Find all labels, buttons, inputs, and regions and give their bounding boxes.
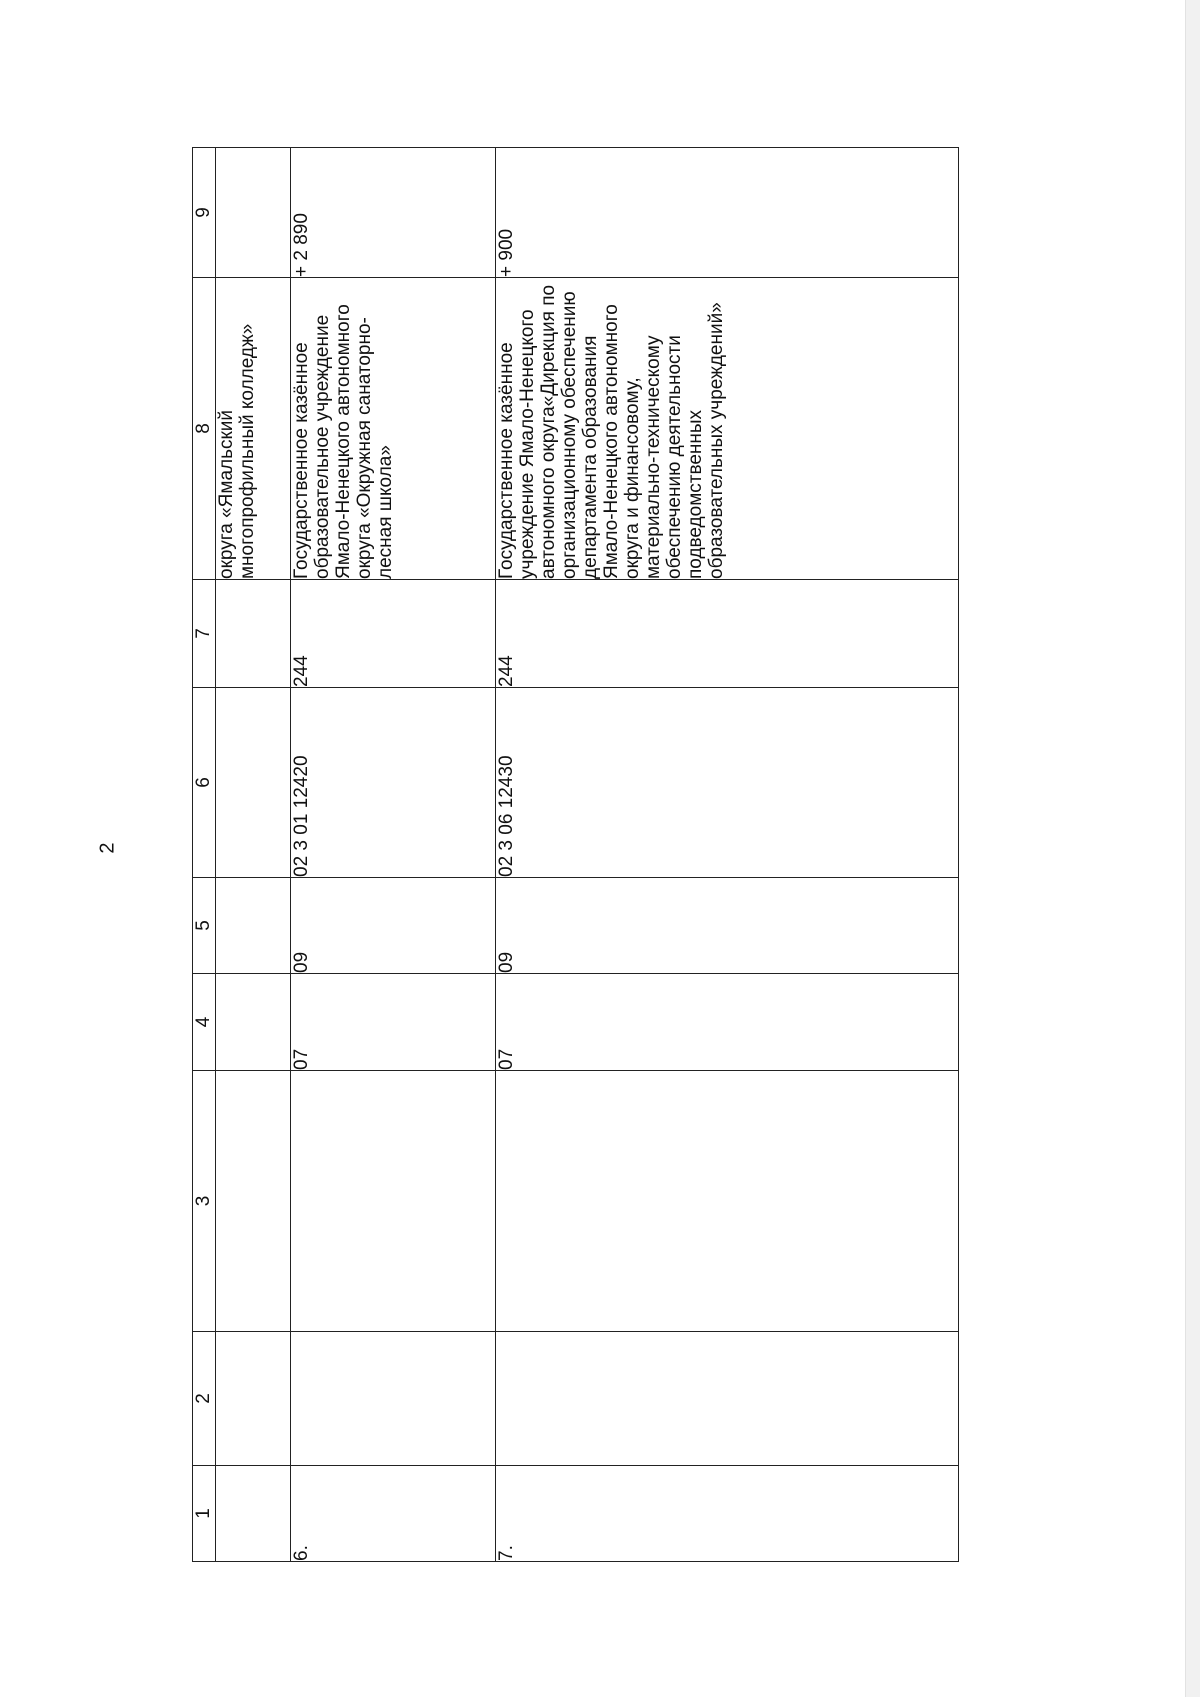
header-cell: 3 — [193, 1071, 216, 1332]
row-number — [216, 1466, 291, 1562]
empty-cell — [216, 688, 291, 878]
target-article-code: 02 3 06 12430 — [496, 688, 959, 878]
expense-type-code: 244 — [291, 580, 496, 688]
empty-cell — [216, 878, 291, 974]
empty-cell — [496, 1071, 959, 1332]
header-cell: 5 — [193, 878, 216, 974]
header-cell: 4 — [193, 974, 216, 1071]
header-cell: 8 — [193, 278, 216, 580]
header-cell: 6 — [193, 688, 216, 878]
empty-cell — [216, 1332, 291, 1466]
empty-cell — [216, 974, 291, 1071]
table-row — [496, 148, 959, 1562]
organization-name: Государственное казённое образовательное учреждение Ямало-Ненецкого автономного округа «Окружная санаторно-лесная школа» — [291, 278, 496, 580]
header-cell: 1 — [193, 1466, 216, 1562]
empty-cell — [496, 1332, 959, 1466]
table-row-continued — [216, 148, 291, 1562]
row-number: 6. — [291, 1466, 496, 1562]
header-cell: 9 — [193, 148, 216, 278]
amount: + 900 — [496, 148, 959, 278]
scan-edge — [1185, 0, 1200, 1697]
rotated-table-container — [192, 148, 956, 1562]
table-header-row — [193, 148, 216, 1562]
section-code: 07 — [496, 974, 959, 1071]
table-row — [291, 148, 496, 1562]
empty-cell — [216, 148, 291, 278]
organization-name: округа «Ямальский многопрофильный колледж» — [216, 278, 291, 580]
empty-cell — [291, 1332, 496, 1466]
empty-cell — [216, 580, 291, 688]
empty-cell — [216, 1071, 291, 1332]
row-number: 7. — [496, 1466, 959, 1562]
budget-table — [192, 147, 959, 1562]
empty-cell — [291, 1071, 496, 1332]
subsection-code: 09 — [496, 878, 959, 974]
section-code: 07 — [291, 974, 496, 1071]
page-number-text: 2 — [96, 842, 119, 854]
amount: + 2 890 — [291, 148, 496, 278]
expense-type-code: 244 — [496, 580, 959, 688]
target-article-code: 02 3 01 12420 — [291, 688, 496, 878]
subsection-code: 09 — [291, 878, 496, 974]
header-cell: 7 — [193, 580, 216, 688]
organization-name: Государственное казённое учреждение Ямало-Ненецкого автономного округа«Дирекция по организационному обеспечению департамента образования Ямало-Ненецкого автономного округа и финансовому, материально-техническому обеспечению деятельности подведомственных образовательных учреждений» — [496, 278, 959, 580]
header-cell: 2 — [193, 1332, 216, 1466]
table-frame — [192, 148, 956, 1562]
